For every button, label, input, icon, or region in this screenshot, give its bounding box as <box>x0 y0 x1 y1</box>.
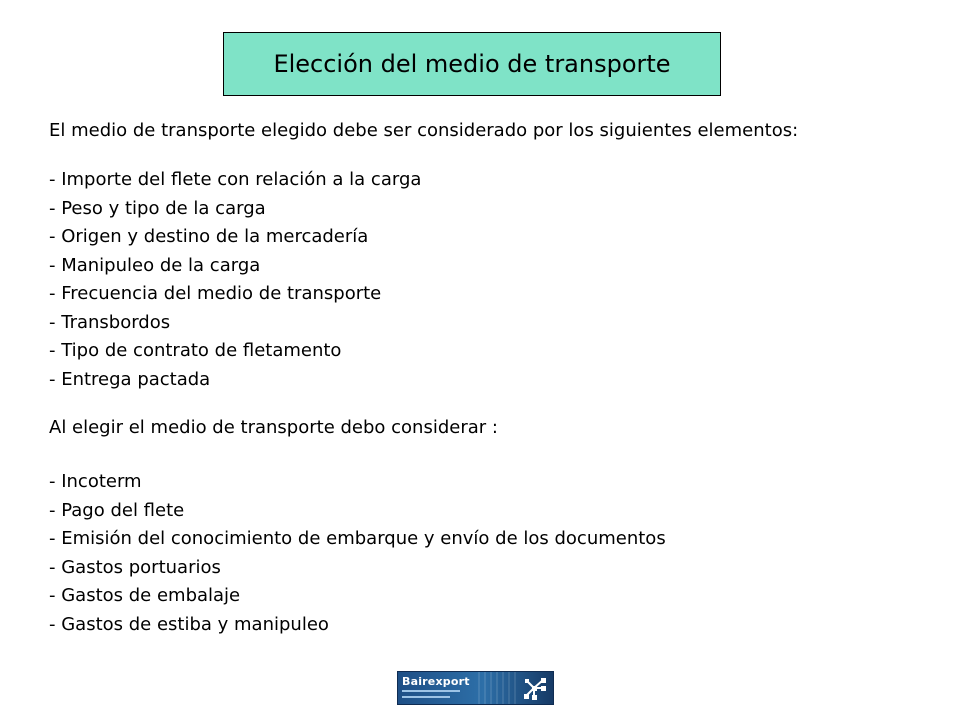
list-item: - Gastos de estiba y manipuleo <box>49 613 329 635</box>
list-item: - Incoterm <box>49 471 142 492</box>
list-item: - Tipo de contrato de fletamento <box>49 340 342 361</box>
intro-text: El medio de transporte elegido debe ser considerado por los siguientes elementos: <box>49 120 799 141</box>
second-intro-text: Al elegir el medio de transporte debo considerar : <box>49 417 498 438</box>
list-item: - Entrega pactada <box>49 368 211 390</box>
list-item: - Emisión del conocimiento de embarque y envío de los documentos <box>49 528 666 549</box>
list-item: - Gastos portuarios <box>49 556 221 578</box>
logo-text: Bairexport <box>402 675 470 688</box>
list-item: - Importe del flete con relación a la carga <box>49 169 422 190</box>
list-item: - Transbordos <box>49 311 171 333</box>
elements-list <box>49 166 421 394</box>
list-item: - Origen y destino de la mercadería <box>49 226 369 247</box>
list-item: - Frecuencia del medio de transporte <box>49 283 382 304</box>
logo-stripes <box>478 672 518 705</box>
list-item: - Gastos de embalaje <box>49 585 241 606</box>
network-nodes-icon <box>521 674 549 702</box>
bairexport-logo <box>397 671 554 705</box>
logo-subline <box>402 690 460 692</box>
list-item: - Manipuleo de la carga <box>49 254 261 276</box>
list-item: - Peso y tipo de la carga <box>49 197 266 219</box>
list-item: - Pago del flete <box>49 499 185 521</box>
slide-title: Elección del medio de transporte <box>273 50 671 78</box>
slide-title-box <box>223 32 721 96</box>
logo-subline <box>402 696 450 698</box>
considerations-list <box>49 468 666 639</box>
